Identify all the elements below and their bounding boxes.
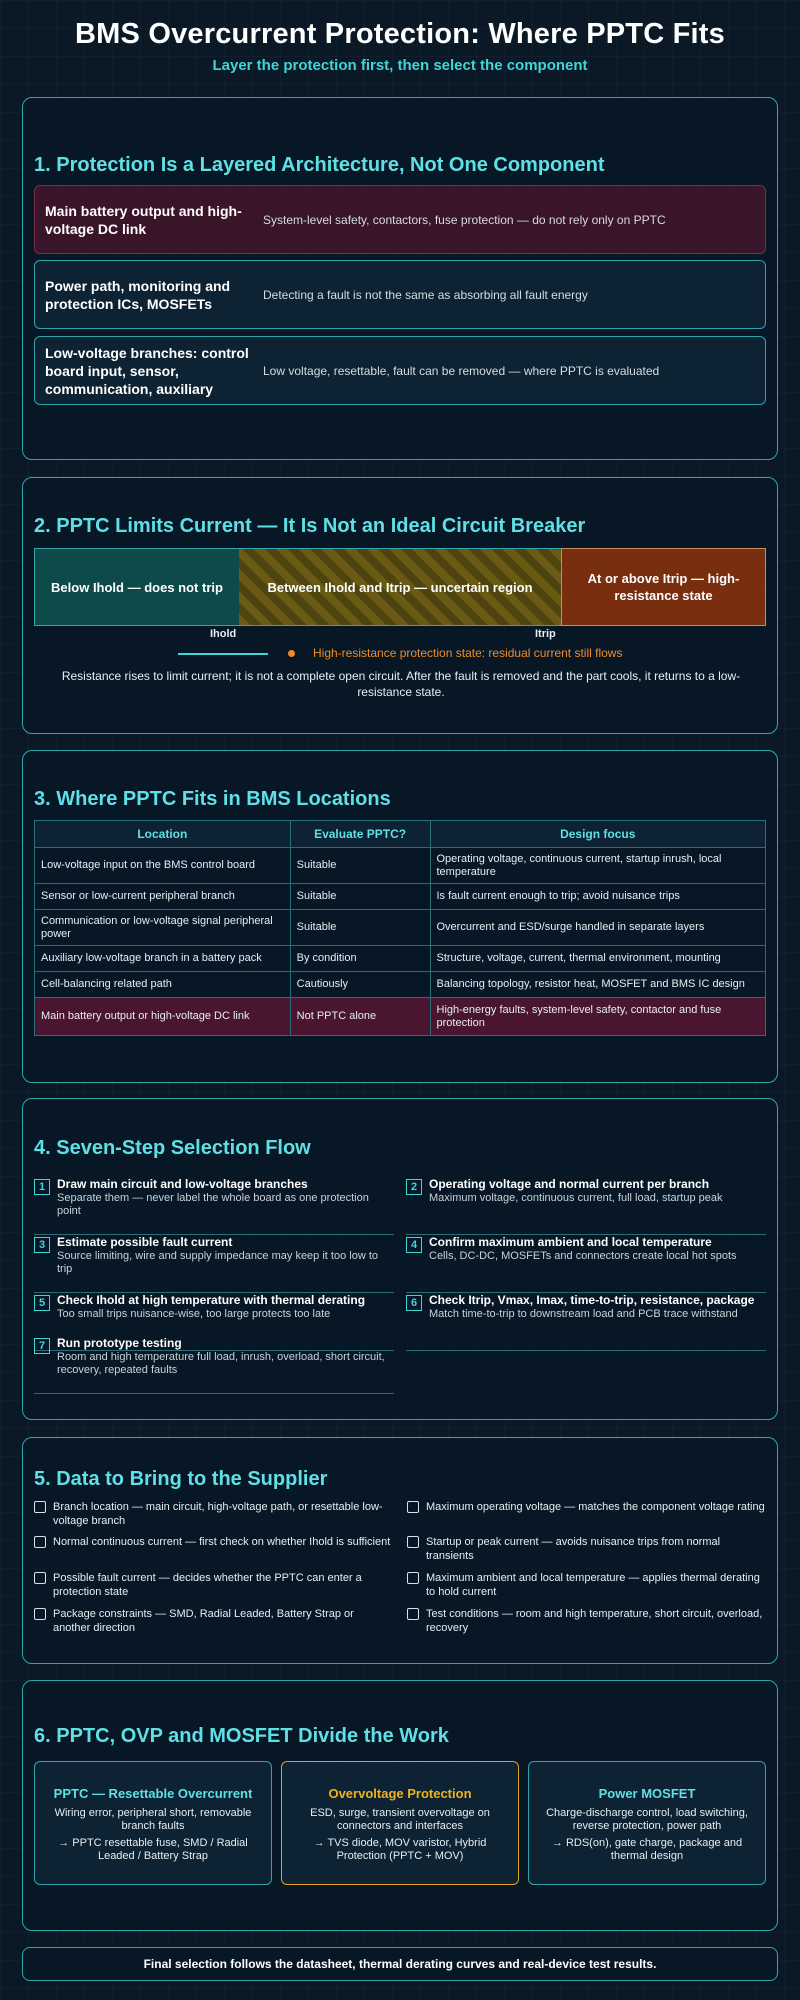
- card-mosfet: [528, 1761, 766, 1885]
- card-parts: → TVS diode, MOV varistor, Hybrid Protection (PPTC + MOV): [313, 1837, 487, 1862]
- table-row: [35, 848, 766, 884]
- step-desc: Room and high temperature full load, inrush, overload, short circuit, recovery, repeated faults: [57, 1351, 385, 1376]
- checkbox[interactable]: [407, 1536, 419, 1548]
- section-layered-architecture: [22, 97, 778, 460]
- location-cell: Main battery output or high-voltage DC link: [35, 998, 291, 1036]
- location-cell: Auxiliary low-voltage branch in a battery pack: [35, 946, 291, 972]
- column-header: Location: [35, 821, 291, 848]
- focus-cell: Is fault current enough to trip; avoid nuisance trips: [430, 884, 766, 910]
- step-7: [34, 1336, 394, 1394]
- location-cell: Low-voltage input on the BMS control board: [35, 848, 291, 884]
- step-number: 7: [34, 1338, 50, 1354]
- checklist-text: Test conditions — room and high temperature, short circuit, overload, recovery: [426, 1608, 763, 1634]
- section-divide-work: [22, 1680, 778, 1931]
- evaluate-cell: Suitable: [290, 910, 430, 946]
- section-title: 5. Data to Bring to the Supplier: [34, 1468, 328, 1490]
- card-pptc: [34, 1761, 272, 1885]
- ihold-label: Ihold: [210, 628, 237, 640]
- location-cell: Cell-balancing related path: [35, 972, 291, 998]
- region-above-itrip: At or above Itrip — high-resistance state: [561, 548, 766, 626]
- checkbox[interactable]: [34, 1536, 46, 1548]
- evaluate-cell: Not PPTC alone: [290, 998, 430, 1036]
- legend-dot: [288, 650, 295, 657]
- section-bms-locations: [22, 750, 778, 1083]
- checklist-text: Normal continuous current — first check on whether Ihold is sufficient: [53, 1536, 391, 1548]
- step-number: 1: [34, 1179, 50, 1195]
- step-title: Check Itrip, Vmax, Imax, time-to-trip, resistance, package: [429, 1293, 755, 1307]
- step-3: [34, 1235, 394, 1293]
- footer-note: Final selection follows the datasheet, thermal derating curves and real-device test results.: [22, 1947, 778, 1981]
- checklist-text: Possible fault current — decides whether the PPTC can enter a protection state: [53, 1572, 362, 1598]
- step-number: 6: [406, 1295, 422, 1311]
- legend-text: High-resistance protection state: residual current still flows: [313, 646, 623, 660]
- page-subtitle: Layer the protection first, then select the component: [212, 57, 588, 74]
- focus-cell: High-energy faults, system-level safety, contactor and fuse protection: [430, 998, 766, 1036]
- evaluate-cell: Cautiously: [290, 972, 430, 998]
- behavior-note: Resistance rises to limit current; it is not a complete open circuit. After the fault is removed and the part cools, it returns to a low-resistance state.: [61, 669, 741, 699]
- table-row-danger: [35, 998, 766, 1036]
- focus-cell: Structure, voltage, current, thermal environment, mounting: [430, 946, 766, 972]
- step-desc: Cells, DC-DC, MOSFETs and connectors create local hot spots: [429, 1250, 737, 1262]
- step-desc: Maximum voltage, continuous current, full load, startup peak: [429, 1192, 723, 1204]
- region-uncertain: Between Ihold and Itrip — uncertain region: [239, 548, 561, 626]
- layer-desc: Low voltage, resettable, fault can be removed — where PPTC is evaluated: [263, 363, 660, 378]
- location-cell: Sensor or low-current peripheral branch: [35, 884, 291, 910]
- card-title: PPTC — Resettable Overcurrent: [53, 1786, 253, 1801]
- step-title: Check Ihold at high temperature with thermal derating: [57, 1293, 366, 1307]
- card-desc: Wiring error, peripheral short, removable branch faults: [54, 1807, 252, 1832]
- section-pptc-behavior: [22, 477, 778, 734]
- column-header: Design focus: [430, 821, 766, 848]
- layer-title: Low-voltage branches: control board input, sensor, communication, auxiliary: [45, 344, 249, 397]
- itrip-label: Itrip: [535, 628, 556, 640]
- table-row: [35, 946, 766, 972]
- layer-title: Main battery output and high-voltage DC link: [45, 202, 242, 237]
- section-title: 6. PPTC, OVP and MOSFET Divide the Work: [34, 1725, 449, 1747]
- checkbox[interactable]: [34, 1572, 46, 1584]
- checkbox[interactable]: [34, 1501, 46, 1513]
- layer-row-main-battery: [34, 185, 766, 254]
- card-title: Power MOSFET: [598, 1786, 696, 1801]
- step-title: Run prototype testing: [57, 1336, 182, 1350]
- card-desc: ESD, surge, transient overvoltage on connectors and interfaces: [310, 1807, 490, 1832]
- table-row: [35, 910, 766, 946]
- layer-title: Power path, monitoring and protection ICs, MOSFETs: [45, 277, 231, 312]
- location-cell: Communication or low-voltage signal peripheral power: [35, 910, 291, 946]
- section-supplier-data: [22, 1437, 778, 1664]
- step-desc: Match time-to-trip to downstream load and PCB trace withstand: [429, 1308, 738, 1320]
- step-title: Draw main circuit and low-voltage branches: [57, 1177, 308, 1191]
- checkbox[interactable]: [407, 1608, 419, 1620]
- step-6: [406, 1293, 766, 1351]
- step-4: [406, 1235, 766, 1293]
- section-title: 2. PPTC Limits Current — It Is Not an Ideal Circuit Breaker: [34, 515, 586, 537]
- step-title: Operating voltage and normal current per branch: [429, 1177, 710, 1191]
- region-below-ihold: Below Ihold — does not trip: [34, 548, 239, 626]
- step-number: 4: [406, 1237, 422, 1253]
- legend-line: [178, 653, 268, 655]
- focus-cell: Overcurrent and ESD/surge handled in separate layers: [430, 910, 766, 946]
- section-title: 1. Protection Is a Layered Architecture, Not One Component: [34, 154, 605, 176]
- section-title: 3. Where PPTC Fits in BMS Locations: [34, 788, 391, 810]
- table-row: [35, 972, 766, 998]
- checklist-text: Maximum operating voltage — matches the component voltage rating: [426, 1501, 765, 1513]
- section-title: 4. Seven-Step Selection Flow: [34, 1137, 311, 1159]
- checkbox[interactable]: [34, 1608, 46, 1620]
- evaluate-cell: Suitable: [290, 848, 430, 884]
- layer-row-power-path: [34, 260, 766, 329]
- step-1: [34, 1177, 394, 1235]
- layer-desc: Detecting a fault is not the same as absorbing all fault energy: [263, 287, 588, 302]
- step-desc: Separate them — never label the whole board as one protection point: [57, 1192, 369, 1217]
- checkbox[interactable]: [407, 1572, 419, 1584]
- focus-cell: Balancing topology, resistor heat, MOSFET and BMS IC design: [430, 972, 766, 998]
- section-selection-flow: [22, 1098, 778, 1420]
- checkbox[interactable]: [407, 1501, 419, 1513]
- card-desc: Charge-discharge control, load switching, reverse protection, power path: [546, 1807, 748, 1832]
- table-header-row: [35, 821, 766, 848]
- step-number: 5: [34, 1295, 50, 1311]
- step-desc: Source limiting, wire and supply impedance may keep it too low to trip: [57, 1250, 378, 1275]
- step-number: 3: [34, 1237, 50, 1253]
- card-title: Overvoltage Protection: [328, 1786, 472, 1801]
- checklist-text: Maximum ambient and local temperature — applies thermal derating to hold current: [426, 1572, 760, 1598]
- step-desc: Too small trips nuisance-wise, too large protects too late: [57, 1308, 331, 1320]
- layer-desc: System-level safety, contactors, fuse protection — do not rely only on PPTC: [263, 212, 666, 227]
- layer-row-low-voltage: [34, 336, 766, 405]
- page-header: [0, 18, 800, 74]
- column-header: Evaluate PPTC?: [290, 821, 430, 848]
- locations-table: [34, 820, 766, 1036]
- step-title: Confirm maximum ambient and local temperature: [429, 1235, 712, 1249]
- step-number: 2: [406, 1179, 422, 1195]
- card-overvoltage: [281, 1761, 519, 1885]
- evaluate-cell: Suitable: [290, 884, 430, 910]
- evaluate-cell: By condition: [290, 946, 430, 972]
- card-parts: → PPTC resettable fuse, SMD / Radial Leaded / Battery Strap: [58, 1837, 248, 1862]
- card-parts: → RDS(on), gate charge, package and thermal design: [551, 1837, 743, 1862]
- checklist-text: Package constraints — SMD, Radial Leaded, Battery Strap or another direction: [53, 1608, 354, 1634]
- page-title: BMS Overcurrent Protection: Where PPTC Fits: [75, 18, 725, 50]
- focus-cell: Operating voltage, continuous current, startup inrush, local temperature: [430, 848, 766, 884]
- step-title: Estimate possible fault current: [57, 1235, 233, 1249]
- table-row: [35, 884, 766, 910]
- step-2: [406, 1177, 766, 1235]
- checklist-text: Branch location — main circuit, high-voltage path, or resettable low-voltage branch: [53, 1501, 383, 1527]
- checklist-text: Startup or peak current — avoids nuisance trips from normal transients: [426, 1536, 721, 1562]
